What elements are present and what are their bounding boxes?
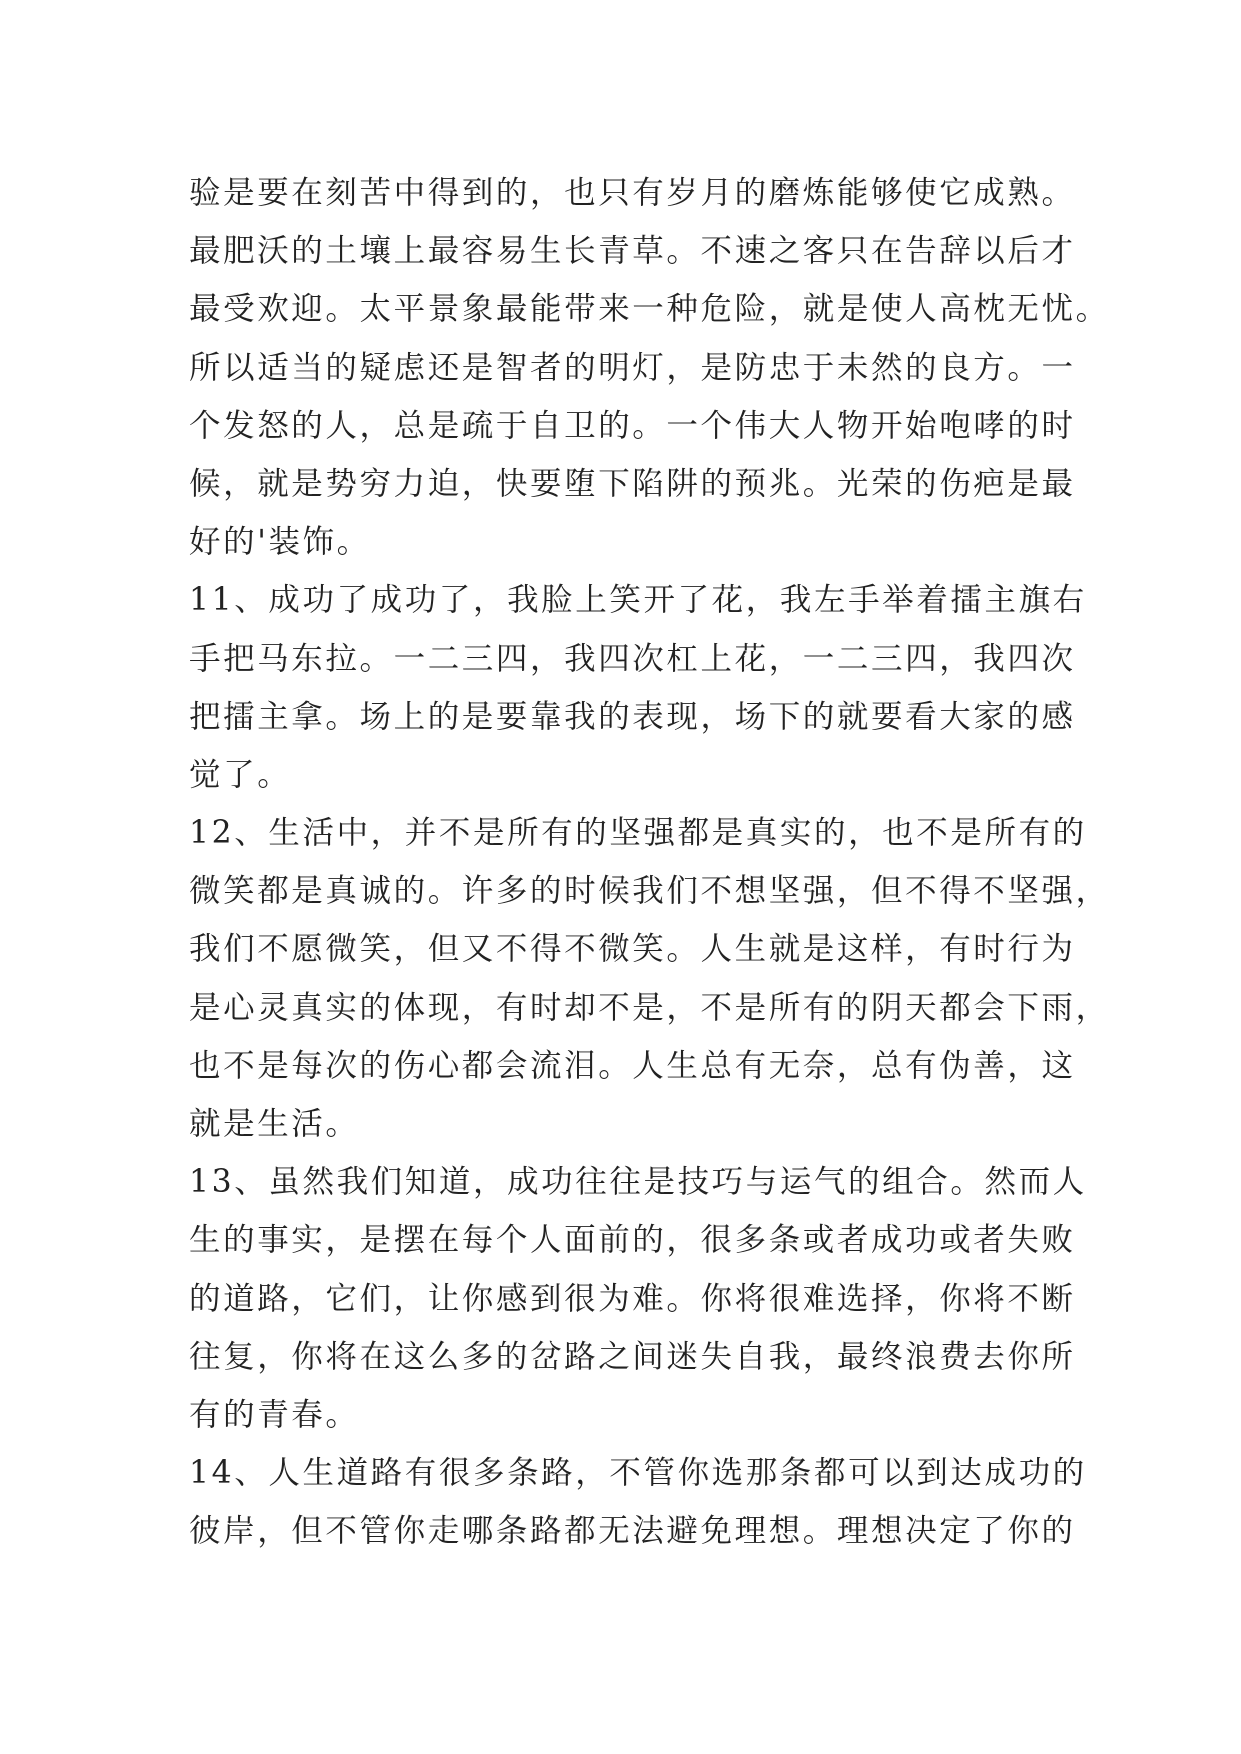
text-line: 手把马东拉。一二三四，我四次杠上花，一二三四，我四次 — [189, 640, 1076, 677]
text-line: 最受欢迎。太平景象最能带来一种危险，就是使人高枕无忧。 — [189, 291, 1110, 328]
text-line: 觉了。 — [189, 756, 292, 793]
text-line: 的道路，它们，让你感到很为难。你将很难选择，你将不断 — [189, 1280, 1076, 1317]
text-line: 13、虽然我们知道，成功往往是技巧与运气的组合。然而人 — [189, 1164, 1087, 1201]
text-line: 12、生活中，并不是所有的坚强都是真实的，也不是所有的 — [189, 815, 1087, 852]
text-line: 候，就是势穷力迫，快要堕下陷阱的预兆。光荣的伤疤是最 — [189, 465, 1076, 502]
text-line: 就是生活。 — [189, 1106, 360, 1142]
text-line: 14、人生道路有很多条路，不管你选那条都可以到达成功的 — [189, 1455, 1087, 1492]
text-line: 个发怒的人，总是疏于自卫的。一个伟大人物开始咆哮的时 — [189, 407, 1076, 444]
text-line: 所以适当的疑虑还是智者的明灯，是防忠于未然的良方。一 — [189, 349, 1076, 386]
text-line: 好的'装饰。 — [189, 524, 371, 561]
text-line: 我们不愿微笑，但又不得不微笑。人生就是这样，有时行为 — [189, 931, 1076, 968]
text-line: 是心灵真实的体现，有时却不是，不是所有的阴天都会下雨， — [189, 989, 1110, 1026]
text-line: 也不是每次的伤心都会流泪。人生总有无奈，总有伪善，这 — [189, 1047, 1076, 1084]
text-line: 生的事实，是摆在每个人面前的，很多条或者成功或者失败 — [189, 1222, 1076, 1259]
text-line: 微笑都是真诚的。许多的时候我们不想坚强，但不得不坚强， — [189, 873, 1110, 910]
text-line: 最肥沃的土壤上最容易生长青草。不速之客只在告辞以后才 — [189, 233, 1076, 270]
text-line: 11、成功了成功了，我脸上笑开了花，我左手举着擂主旗右 — [189, 582, 1087, 619]
text-line: 有的青春。 — [189, 1396, 360, 1433]
text-line: 往复，你将在这么多的岔路之间迷失自我，最终浪费去你所 — [189, 1338, 1076, 1375]
document-body — [189, 164, 1110, 1561]
text-line: 验是要在刻苦中得到的，也只有岁月的磨炼能够使它成熟。 — [189, 175, 1076, 211]
text-line: 把擂主拿。场上的是要靠我的表现，场下的就要看大家的感 — [189, 698, 1076, 735]
text-line: 彼岸，但不管你走哪条路都无法避免理想。理想决定了你的 — [189, 1513, 1076, 1550]
